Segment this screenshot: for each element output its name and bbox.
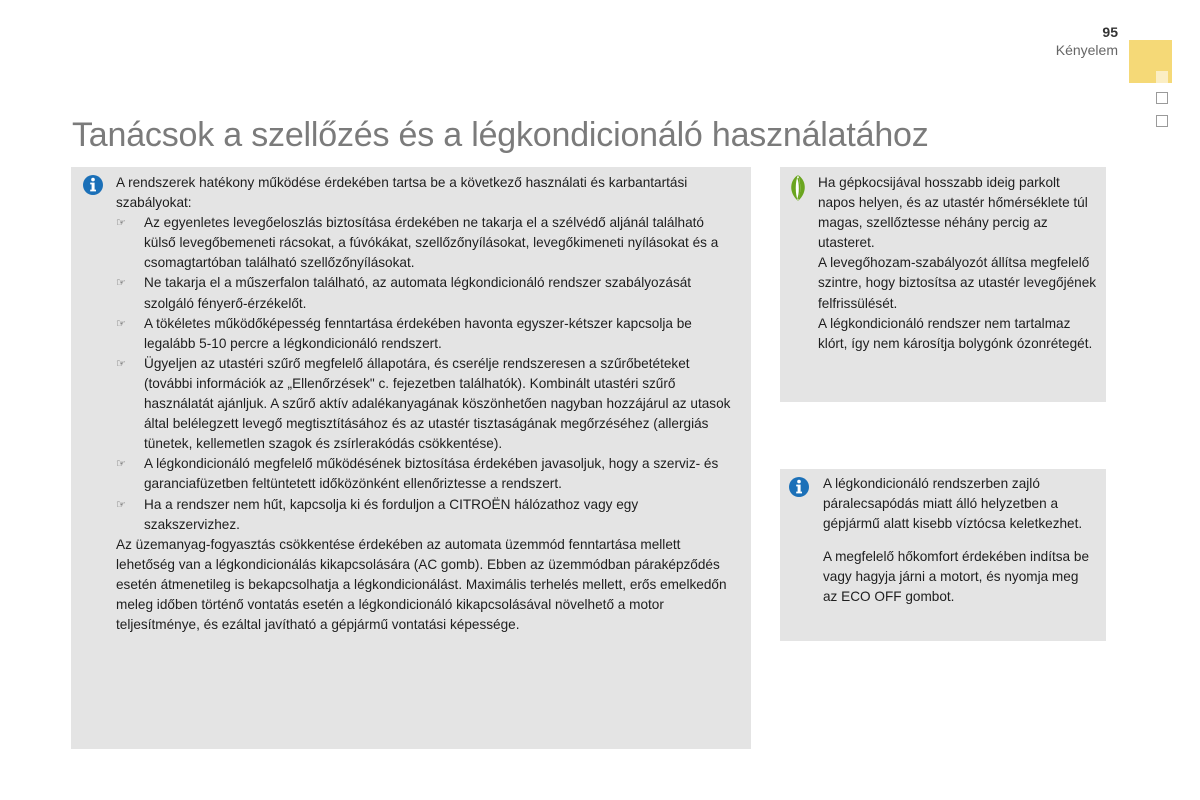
main-bullet-list <box>116 213 736 535</box>
bullet-item <box>116 495 736 535</box>
bullet-item <box>116 354 736 454</box>
pointing-hand-icon: ☞ <box>116 317 126 330</box>
chapter-tab-square <box>1156 92 1168 104</box>
bullet-text: A légkondicionáló megfelelő működésének biztosítása érdekében javasoljuk, hogy a szerviz- és garanciafüzetben feltüntetett időközönként ellenőriztesse a rendszert. <box>144 456 719 492</box>
page-number: 95 <box>1102 24 1118 40</box>
info-icon <box>82 174 104 196</box>
page-title: Tanácsok a szellőzés és a légkondicionáló használatához <box>72 116 929 154</box>
main-panel-text <box>116 173 736 635</box>
pointing-hand-icon: ☞ <box>116 498 126 511</box>
bullet-item <box>116 454 736 494</box>
chapter-tab-square <box>1156 115 1168 127</box>
bullet-text: Ne takarja el a műszerfalon található, az automata légkondicionáló rendszer szabályozását szolgáló fényerő-érzékelőt. <box>144 275 692 311</box>
bullet-item <box>116 213 736 273</box>
pointing-hand-icon: ☞ <box>116 277 126 290</box>
eco-paragraph: Ha gépkocsijával hosszabb ideig parkolt napos helyen, és az utastér hőmérséklete túl magas, szellőztesse néhány percig az utasteret. <box>818 175 1088 251</box>
bullet-item <box>116 273 736 313</box>
bullet-text: Az egyenletes levegőeloszlás biztosítása érdekében ne takarja el a szélvédő aljánál található külső levegőbemeneti rácsokat, a fúvókákat, szellőzőnyílásokat, levegőkimeneti nyílásokat és a csomagtartóban található szellőzőnyílásokat. <box>144 215 719 271</box>
eco-panel-text <box>818 173 1098 354</box>
chapter-name: Kényelem <box>1055 42 1118 58</box>
eco-leaf-icon <box>786 174 810 202</box>
info-icon <box>788 476 810 498</box>
pointing-hand-icon: ☞ <box>116 458 126 471</box>
paragraph-gap <box>823 534 1093 547</box>
eco-paragraph: A légkondicionáló rendszer nem tartalmaz klórt, így nem károsítja bolygónk ózonrétegét. <box>818 315 1093 351</box>
main-intro: A rendszerek hatékony működése érdekében tartsa be a következő használati és karbantartási szabályokat: <box>116 175 688 211</box>
bullet-item <box>116 314 736 354</box>
bullet-text: A tökéletes működőképesség fenntartása érdekében havonta egyszer-kétszer kapcsolja be legalább 5-10 percre a légkondicionáló rendszert. <box>144 315 692 351</box>
chapter-tab-active-square <box>1156 71 1168 83</box>
info-paragraph: A légkondicionáló rendszerben zajló páralecsapódás miatt álló helyzetben a gépjármű alatt kisebb víztócsa keletkezhet. <box>823 476 1083 532</box>
bullet-text: Ha a rendszer nem hűt, kapcsolja ki és forduljon a CITROËN hálózathoz vagy egy szakszervizhez. <box>144 496 639 532</box>
info-panel-text <box>823 474 1093 608</box>
main-closing: Az üzemanyag-fogyasztás csökkentése érdekében az automata üzemmód fenntartása mellett lehetőség van a légkondicionálás kikapcsolására (AC gomb). Ebben az üzemmódban páraképződés esetén átmenetileg is bekapcsolhatja a légkondicionálást. Maximális terhelés mellett, erős emelkedőn meleg időben történő vontatás esetén a légkondicionáló kikapcsolásával növelhető a motor teljesítménye, és ezáltal javítható a gépjármű vontatási képessége. <box>116 536 727 633</box>
eco-paragraph: A levegőhozam-szabályozót állítsa megfelelő szintre, hogy biztosítsa az utastér levegőjének felfrissülését. <box>818 255 1097 311</box>
bullet-text: Ügyeljen az utastéri szűrő megfelelő állapotára, és cserélje rendszeresen a szűrőbetéteket (további információk az „Ellenőrzések" c. fejezetben találhatók). Kombinált utastéri szűrő használatát ajánljuk. A szűrő aktív adalékanyagának köszönhetően nagyban hozzájárul az utasok által belélegzett levegő megtisztításához és az utastér tisztaságának megőrzéséhez (allergiás tünetek, kellemetlen szagok és zsírlerakódás csökkentése). <box>144 355 731 452</box>
pointing-hand-icon: ☞ <box>116 217 126 230</box>
pointing-hand-icon: ☞ <box>116 357 126 370</box>
info-paragraph: A megfelelő hőkomfort érdekében indítsa be vagy hagyja járni a motort, és nyomja meg az ECO OFF gombot. <box>823 549 1090 605</box>
